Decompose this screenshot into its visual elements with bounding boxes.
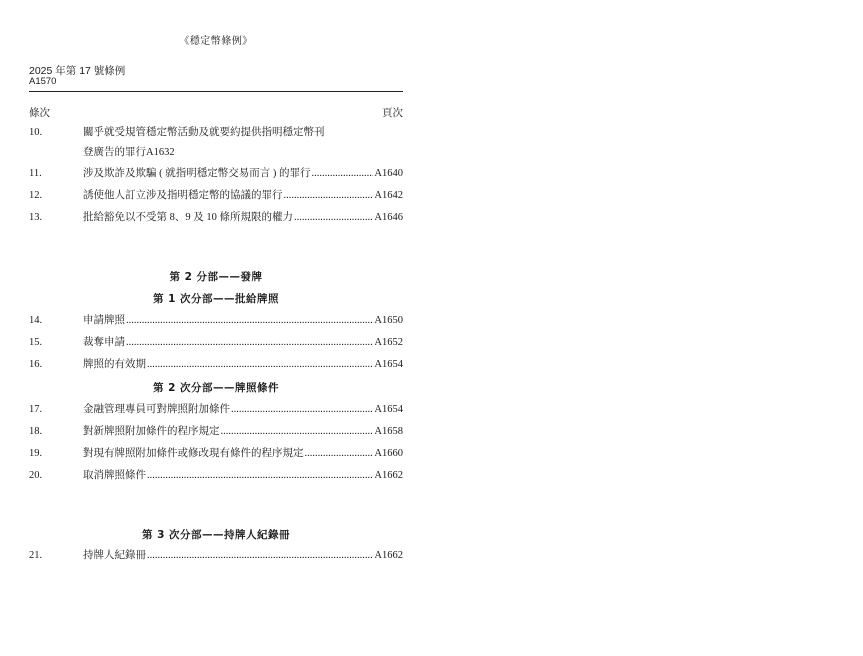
section-title: 誘使他人訂立涉及指明穩定幣的協議的罪行 (83, 190, 283, 201)
section-title: 牌照的有效期 (83, 359, 146, 370)
page-reference: A1646 (374, 212, 403, 223)
page-reference: A1632 (146, 147, 175, 158)
section-number: 11. (29, 168, 42, 179)
section-number: 16. (29, 359, 43, 370)
section-number: 10. (29, 127, 43, 138)
dot-leader (126, 336, 373, 350)
page-reference: A1662 (374, 550, 403, 561)
page-reference: A1654 (374, 404, 403, 415)
section-title: 持牌人紀錄冊 (83, 550, 146, 561)
page-reference: A1660 (374, 448, 403, 459)
section-title: 裁奪申請 (83, 337, 125, 348)
section-number: 12. (29, 190, 43, 201)
section-number: 19. (29, 448, 43, 459)
section-number: 18. (29, 426, 43, 437)
section-title-continued: 登廣告的罪行 (83, 147, 146, 158)
dot-leader (221, 425, 374, 439)
dot-leader (284, 189, 374, 203)
page-reference: A1654 (374, 359, 403, 370)
section-title: 對新牌照附加條件的程序規定 (83, 426, 220, 437)
dot-leader (305, 447, 374, 461)
page-reference: A1642 (374, 190, 403, 201)
section-number: 20. (29, 470, 43, 481)
subdivision-heading: 第 2 次分部——牌照條件 (152, 382, 280, 394)
dot-leader (147, 358, 373, 372)
column-header-page: 頁次 (382, 108, 403, 119)
section-number: 15. (29, 337, 43, 348)
ordinance-reference: 2025 年第 17 號條例 (29, 65, 126, 77)
section-number: 14. (29, 315, 43, 326)
section-title: 批給豁免以不受第 8、9 及 10 條所規限的權力 (83, 212, 293, 223)
header-rule (29, 91, 403, 92)
page-reference: A1662 (374, 470, 403, 481)
dot-leader (231, 403, 373, 417)
part-heading: 第 2 分部——發牌 (169, 271, 263, 283)
section-title: 涉及欺詐及欺騙 ( 就指明穩定幣交易而言 ) 的罪行 (83, 168, 311, 179)
dot-leader (147, 549, 373, 563)
section-title: 申請牌照 (83, 315, 125, 326)
dot-leader (126, 314, 373, 328)
running-title: 《穩定幣條例》 (179, 36, 253, 47)
section-title: 金融管理專員可對牌照附加條件 (83, 404, 230, 415)
section-title: 取消牌照條件 (83, 470, 146, 481)
page-reference: A1640 (374, 168, 403, 179)
page-number: A1570 (29, 76, 57, 87)
dot-leader (312, 167, 374, 181)
page-reference: A1650 (374, 315, 403, 326)
dot-leader (147, 469, 373, 483)
dot-leader (294, 211, 373, 225)
page-reference: A1658 (374, 426, 403, 437)
page-reference: A1652 (374, 337, 403, 348)
section-title: 對現有牌照附加條件或修改現有條件的程序規定 (83, 448, 304, 459)
subdivision-heading: 第 3 次分部——持牌人紀錄冊 (141, 529, 291, 541)
section-number: 21. (29, 550, 43, 561)
section-title: 關乎就受規管穩定幣活動及就要約提供指明穩定幣刊 (83, 127, 325, 138)
subdivision-heading: 第 1 次分部——批給牌照 (152, 293, 280, 305)
column-header-section: 條次 (29, 108, 50, 119)
section-number: 13. (29, 212, 43, 223)
section-number: 17. (29, 404, 43, 415)
document-page (29, 0, 403, 656)
